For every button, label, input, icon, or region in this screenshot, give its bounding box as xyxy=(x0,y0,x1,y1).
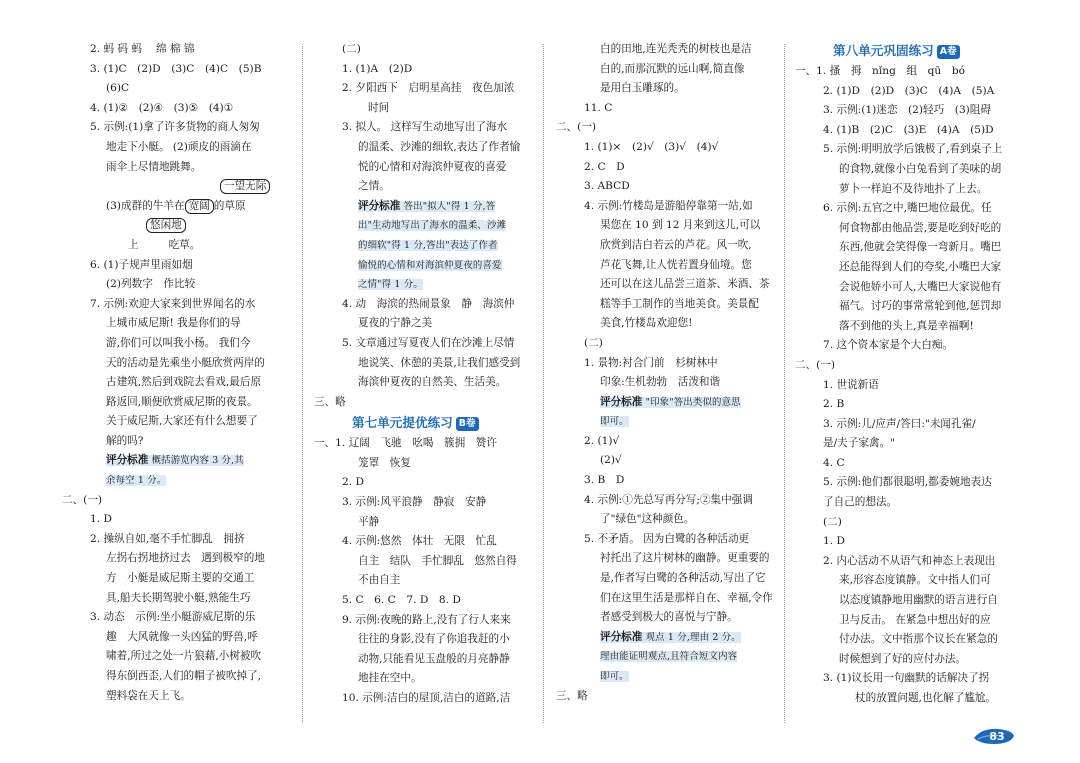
subsection-heading: (二) xyxy=(584,336,603,349)
scoring-standard-highlight xyxy=(600,632,741,643)
answer-line: 1. (1)× (2)√ (3)√ (4)√ xyxy=(584,140,719,153)
column-divider xyxy=(543,44,544,723)
answer-line: 2. C D xyxy=(584,160,625,173)
answer-line: 衬托出了这片树林的幽静。更重要的 xyxy=(600,552,770,565)
column-3 xyxy=(556,40,774,706)
answer-line: 5. 示例:他们都很聪明,都委婉地表达 xyxy=(823,476,992,489)
answer-line: 古建筑,然后到戏院去看戏,最后原 xyxy=(106,376,262,389)
answer-line: 芦花飞舞,让人恍若置身仙境。您 xyxy=(600,258,752,271)
scoring-standard-label: 评分标准 xyxy=(106,454,149,467)
answer-line: 7. 这个资本家是个大白痴。 xyxy=(823,339,954,352)
answer-line: 卫与反击。 在紧急中想出好的应 xyxy=(839,613,991,626)
answer-line: 者感受到极大的喜悦与宁静。 xyxy=(600,611,738,624)
answer-line: 2. 操纵自如,毫不手忙脚乱 拥挤 xyxy=(90,532,245,545)
answer-line: 6. 示例:五官之中,嘴巴地位最优。任 xyxy=(823,202,992,215)
answer-line: 福气。讨巧的事常常轮到他,惩罚却 xyxy=(839,300,1002,313)
answer-line: 来,形容态度镇静。文中指人们可 xyxy=(839,574,991,587)
answer-line: 1. D xyxy=(823,535,845,548)
page-number-badge xyxy=(972,724,1016,746)
scoring-standard xyxy=(62,451,292,471)
scoring-standard xyxy=(556,412,774,432)
answer-line: 塑料袋在天上飞。 xyxy=(106,689,191,702)
scoring-standard xyxy=(314,236,532,256)
answer-text: 的草原 xyxy=(213,199,246,212)
answer-line: 5. 文章通过写夏夜人们在沙滩上尽情 xyxy=(342,336,515,349)
answer-line: 3. 动态 示例:坐小艇游威尼斯的乐 xyxy=(90,611,256,624)
answer-line: 1. (1)A (2)D xyxy=(342,62,413,75)
subsection-heading: (二) xyxy=(823,515,842,528)
answer-line: 还可以在这儿品尝三道茶、米酒、茶 xyxy=(600,278,770,291)
answer-line: 2. (1)D (2)D (3)C (4)A (5)A xyxy=(823,84,995,97)
answer-line: 地挂在空中。 xyxy=(358,672,422,685)
answer-line: 美食,竹楼岛欢迎您! xyxy=(600,317,693,330)
answer-line: 动物,只能看见玉盘般的月亮静静 xyxy=(358,652,510,665)
answer-line: 杖的放置问题,也化解了尴尬。 xyxy=(855,692,997,704)
scoring-standard xyxy=(556,393,774,413)
answer-line: 果您在 10 到 12 月来到这儿,可以 xyxy=(600,219,761,232)
answer-line: 1. 世说新语 xyxy=(823,378,879,391)
answer-line: 1. D xyxy=(90,513,112,526)
answer-line: 地说笑、休憩的美景,让我们感受到 xyxy=(358,356,521,369)
answer-line: 白的田地,连光秃秃的树枝也是洁 xyxy=(600,43,752,55)
answer-line: 5. 不矛盾。 因为白鹭的各种活动更 xyxy=(584,532,750,545)
scoring-standard-text: 出"生动地写出了海水的温柔、沙滩 xyxy=(358,220,507,232)
answer-line: 4. 动 海滨的热闹景象 静 海滨仲 xyxy=(342,297,515,310)
scoring-standard-text: "印象"答出类似的意思 xyxy=(645,396,741,408)
answer-line: 上城市威尼斯! 我是你们的导 xyxy=(106,317,241,330)
answer-line: 往往的身影,没有了你追我赶的小 xyxy=(358,633,510,646)
subsection-heading: (二) xyxy=(342,43,361,55)
answer-line: 3. (1)C (2)D (3)C (4)C (5)B xyxy=(90,62,262,75)
answer-line: 方 小艇是威尼斯主要的交通工 xyxy=(106,572,255,585)
column-1 xyxy=(62,40,292,706)
scoring-standard-text: 观点 1 分,理由 2 分。 xyxy=(645,631,741,643)
answer-line: 的温柔、沙滩的细软,表达了作者愉 xyxy=(358,140,521,153)
answer-line: 10. 示例:洁白的屋顶,洁白的道路,洁 xyxy=(342,692,511,704)
scoring-standard-text: 理由能证明观点,且符合短文内容 xyxy=(600,651,738,663)
section-heading: 二、(一) xyxy=(795,358,836,371)
answer-line: 4. (1)② (2)④ (3)⑤ (4)① xyxy=(90,101,234,114)
section-heading: 三、略 xyxy=(556,689,588,702)
annotation-box: 宽阔 xyxy=(185,199,214,214)
scoring-standard-text: 愉悦的心情和对海滨仲夏夜的喜爱 xyxy=(358,259,502,271)
scoring-standard-text: 即可。 xyxy=(600,671,629,682)
section-heading: 二、(一) xyxy=(556,121,597,134)
scoring-standard-highlight xyxy=(106,455,244,466)
answer-line: 解的吗? xyxy=(106,434,144,447)
answer-line: 印象:生机勃勃 活泼和谐 xyxy=(600,376,721,389)
answer-line: 2. (1)√ xyxy=(584,434,620,447)
answer-line: 时候想到了好的应付办法。 xyxy=(839,652,967,665)
answer-line: 的食物,就像小白兔看到了美味的胡 xyxy=(839,162,1002,175)
scoring-standard-label: 评分标准 xyxy=(358,199,401,212)
answer-line: 6. (1)子规声里雨如烟 xyxy=(90,258,193,271)
page-number: 83 xyxy=(989,730,1005,743)
answer-line: 游,你们可以叫我小杨。 我们今 xyxy=(106,336,251,349)
answer-line: 4. (1)B (2)C (3)E (4)A (5)D xyxy=(823,123,994,136)
scoring-standard-text: 之情"得 1 分。 xyxy=(358,279,423,291)
answer-text: (3)成群的牛羊在 xyxy=(106,199,185,212)
answer-line: (6)C xyxy=(106,82,130,95)
answer-line: 以态度镇静地用幽默的语言进行自 xyxy=(839,594,998,607)
answer-line: 得东倒西歪,人们的帽子被吹掉了, xyxy=(106,670,262,682)
answer-line: 自主 结队 手忙脚乱 悠然自得 xyxy=(358,554,517,567)
scoring-standard xyxy=(556,647,774,667)
answer-line: 趣 大风就像一头凶猛的野兽,呼 xyxy=(106,630,258,643)
answer-line: 时间 xyxy=(368,101,390,114)
answer-line: 3. 示例:儿/应声/答曰:"未闻孔雀/ xyxy=(823,417,976,430)
unit-8-title xyxy=(795,40,1023,62)
scoring-standard-text: 概括游览内容 3 分,其 xyxy=(151,455,244,467)
answer-line: 海滨仲夏夜的自然美、生活美。 xyxy=(358,376,507,389)
answer-line: 2. D xyxy=(342,476,364,489)
answer-line: 天的活动是先乘坐小艇欣赏两岸的 xyxy=(106,356,265,369)
answer-line: 4. 示例:①先总写再分写;②集中强调 xyxy=(584,493,753,506)
unit-7-title xyxy=(314,412,532,434)
answer-line: (2)√ xyxy=(600,454,622,467)
column-4 xyxy=(795,40,1023,709)
answer-line: 还总能得到人们的夸奖,小嘴巴大家 xyxy=(839,260,1002,273)
answer-line: 落不到他的头上,真是幸福啊! xyxy=(839,319,974,332)
answer-line: 笼罩 恢复 xyxy=(358,456,411,469)
section-heading: 二、(一) xyxy=(62,493,103,506)
scoring-standard xyxy=(314,197,532,217)
answer-line: 4. 示例:悠然 体壮 无限 忙乱 xyxy=(342,535,497,548)
answer-line: 一、1. 辽阔 飞驰 吆喝 簇拥 赞许 xyxy=(314,437,497,450)
scoring-standard-text: 即可。 xyxy=(600,416,629,428)
section-heading: 三、略 xyxy=(314,395,346,408)
answer-line: 白的,而那沉默的远山啊,简直像 xyxy=(600,62,745,75)
answer-line: 欣赏到洁白若云的芦花。风一吹, xyxy=(600,238,752,251)
answer-line: 会说他娇小可人,大嘴巴大家说他有 xyxy=(839,280,1002,293)
unit-title-text: 第八单元巩固练习 xyxy=(833,43,934,58)
answer-line xyxy=(62,236,292,256)
answer-line: 们在这里生活是那样自在、幸福,令作 xyxy=(600,591,773,604)
answer-line: 何食物都由他品尝,要是吃到好吃的 xyxy=(839,221,1002,234)
scoring-standard xyxy=(556,628,774,648)
column-divider xyxy=(784,44,785,723)
answer-line: 悦的心情和对海滨仲夏夜的喜爱 xyxy=(358,160,507,173)
scoring-standard xyxy=(62,471,292,491)
scoring-standard-label: 评分标准 xyxy=(600,395,643,408)
answer-line: 付办法。文中指那个议长在紧急的 xyxy=(839,633,998,646)
scoring-standard-text: 的细软"得 1 分,答出"表达了作者 xyxy=(358,239,498,251)
answer-line: 夏夜的宁静之美 xyxy=(358,317,433,330)
answer-line: 2. B xyxy=(823,398,845,411)
answer-line: 3. 拟人。 这样写生动地写出了海水 xyxy=(342,121,508,134)
scoring-standard xyxy=(314,275,532,295)
answer-line: 5. 示例:明明放学后饿极了,看到桌子上 xyxy=(823,143,1003,156)
answer-line: 2. 夕阳西下 启明星高挂 夜色加浓 xyxy=(342,82,515,95)
answer-line: 4. 示例:竹楼岛是游船停靠第一站,如 xyxy=(584,199,753,212)
scoring-standard-text: 答出"拟人"得 1 分,答 xyxy=(403,200,496,212)
answer-line: 3. ABCD xyxy=(584,180,630,193)
answer-line: 不由自主 xyxy=(358,574,401,587)
annotation-box: 一望无际 xyxy=(220,179,270,194)
answer-line: 是,作者写白鹭的各种活动,写出了它 xyxy=(600,572,766,585)
unit-badge: B卷 xyxy=(456,417,479,431)
unit-badge: A卷 xyxy=(937,45,960,59)
answer-line: (2)列数字 作比较 xyxy=(106,278,196,291)
answer-line: 东西,他就会笑得像一弯新月。嘴巴 xyxy=(839,241,1002,254)
answer-line: 是用白玉雕琢的。 xyxy=(600,82,685,95)
scoring-standard xyxy=(556,667,774,687)
answer-line: 了"绿色"这种颜色。 xyxy=(600,513,695,526)
answer-line: 2. 蚂 码 蚂 绵 棉 锦 xyxy=(90,43,195,55)
answer-line: 1. 景物:衬合门前 杉树林中 xyxy=(584,356,718,369)
annotation-line xyxy=(62,216,292,236)
answer-line: 4. C xyxy=(823,456,845,469)
answer-line: 是/夫子家禽。" xyxy=(823,437,896,450)
scoring-standard-text: 余每空 1 分。 xyxy=(106,475,167,487)
answer-line: 5. C 6. C 7. D 8. D xyxy=(342,594,461,607)
scoring-standard xyxy=(314,216,532,236)
answer-line: 2. 内心活动不从语气和神态上表现出 xyxy=(823,554,996,567)
answer-line: 9. 示例:夜晚的路上,没有了行人来来 xyxy=(342,613,511,626)
answer-line: 5. 示例:(1)拿了许多货物的商人匆匆 xyxy=(90,121,260,134)
answer-line: 啸着,所过之处一片狼藉,小树被吹 xyxy=(106,650,262,663)
answer-line: 11. C xyxy=(584,101,613,114)
answer-line: 3. B D xyxy=(584,474,625,487)
answer-line: 左拐右拐地挤过去 遇到极窄的地 xyxy=(106,552,265,565)
answer-line: 糕等手工制作的当地美食。美景配 xyxy=(600,297,759,310)
column-2 xyxy=(314,40,532,709)
scoring-standard xyxy=(314,256,532,276)
answer-line: 平静 xyxy=(358,515,380,528)
annotation-line xyxy=(62,177,292,197)
answer-line: 路返回,顺便欣赏威尼斯的夜景。 xyxy=(106,395,258,408)
unit-title-text: 第七单元提优练习 xyxy=(352,415,453,431)
answer-line: 了自己的想法。 xyxy=(823,496,898,509)
answer-line: 3. 示例:(1)迷恋 (2)轻巧 (3)阻碍 xyxy=(823,104,991,117)
answer-line xyxy=(62,197,292,217)
answer-line: 萝卜一样迫不及待地扑了上去。 xyxy=(839,182,988,195)
answer-text: 上 xyxy=(128,238,139,251)
answer-line: 具,船夫长期驾驶小艇,熟能生巧 xyxy=(106,591,251,604)
scoring-standard-highlight xyxy=(358,201,495,212)
scoring-standard-highlight xyxy=(600,397,741,408)
answer-line: 7. 示例:欢迎大家来到世界闻名的水 xyxy=(90,297,256,310)
answer-line: 之情。 xyxy=(358,180,390,193)
answer-line: 3. (1)议长用一句幽默的话解决了拐 xyxy=(823,672,990,685)
annotation-box: 悠闲地 xyxy=(146,218,186,233)
scoring-standard-label: 评分标准 xyxy=(600,630,643,643)
answer-line: 一、1. 搔 拇 nǐng 组 qū bó xyxy=(795,65,965,77)
column-divider xyxy=(302,44,303,723)
answer-line: 雨伞上尽情地跳舞。 xyxy=(106,160,202,173)
answer-line: 3. 示例:风平浪静 静寂 安静 xyxy=(342,496,487,509)
answer-text: 吃草。 xyxy=(168,238,201,251)
answer-line: 关于威尼斯,大家还有什么想要了 xyxy=(106,415,258,428)
answer-line: 地走下小艇。 (2)顽皮的雨滴在 xyxy=(106,140,252,153)
